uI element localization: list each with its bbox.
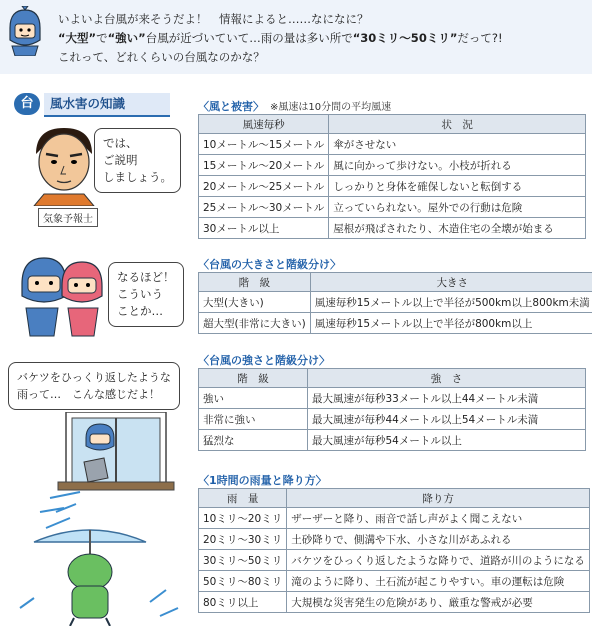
rainfall-heading: 〈1時間の雨量と降り方〉: [198, 474, 327, 487]
table-row: 強い 最大風速が毎秒33メートル以上44メートル未満: [199, 388, 586, 409]
table-header: 状 況: [329, 115, 586, 134]
table-row: 15メートル～20メートル 風に向かって歩けない。小枝が折れる: [199, 155, 586, 176]
table-header: 階 級: [199, 369, 308, 388]
section-title: 風水害の知識: [44, 93, 170, 115]
typhoon-size-table: [198, 272, 592, 334]
table-header: 降り方: [287, 489, 590, 508]
wind-damage-table: [198, 114, 586, 239]
table-header: 雨 量: [199, 489, 287, 508]
wind-damage-heading: 〈風と被害〉 ※風速は10分間の平均風速: [198, 100, 392, 113]
table-row: 30メートル以上 屋根が飛ばされたり、木造住宅の全壊が始まる: [199, 218, 586, 239]
table-row: 30ミリ～50ミリ バケツをひっくり返したような降りで、道路が川のようになる: [199, 550, 590, 571]
bucket-rain-bubble: バケツをひっくり返したような 雨って… こんな感じだよ！: [8, 362, 180, 410]
table-row: 20メートル～25メートル しっかりと身体を確保しないと転倒する: [199, 176, 586, 197]
table-header: 風速毎秒: [199, 115, 329, 134]
table-header: 大きさ: [310, 273, 592, 292]
understand-bubble: なるほど！ こういう ことか…: [108, 262, 184, 327]
table-header: 強 さ: [308, 369, 586, 388]
table-row: 50ミリ～80ミリ 滝のように降り、土石流が起こりやすい。車の運転は危険: [199, 571, 590, 592]
table-row: 80ミリ以上 大規模な災害発生の危険があり、厳重な警戒が必要: [199, 592, 590, 613]
ninja-mascot-icon: [4, 6, 46, 56]
table-header: 階 級: [199, 273, 311, 292]
table-row: 超大型(非常に大きい) 風速毎秒15メートル以上で半径が800km以上: [199, 313, 592, 334]
typhoon-size-heading: 〈台風の大きさと階級分け〉: [198, 258, 341, 271]
table-row: 非常に強い 最大風速が毎秒44メートル以上54メートル未満: [199, 409, 586, 430]
typhoon-strength-table: [198, 368, 586, 451]
table-row: 10メートル～15メートル 傘がさせない: [199, 134, 586, 155]
table-row: 25メートル～30メートル 立っていられない。屋外での行動は危険: [199, 197, 586, 218]
table-row: 猛烈な 最大風速が毎秒54メートル以上: [199, 430, 586, 451]
intro-line-3: これって、どれくらいの台風なのかな？: [58, 50, 265, 64]
intro-line-1: いよいよ台風が来そうだよ！ 情報によると……なになに？: [58, 12, 369, 26]
typhoon-strength-heading: 〈台風の強さと階級分け〉: [198, 354, 330, 367]
forecaster-label: 気象予報士: [38, 208, 98, 227]
table-row: 10ミリ～20ミリ ザーザーと降り、雨音で話し声がよく聞こえない: [199, 508, 590, 529]
table-row: 20ミリ～30ミリ 土砂降りで、側溝や下水、小さな川があふれる: [199, 529, 590, 550]
intro-header: [0, 0, 592, 74]
table-row: 大型(大きい) 風速毎秒15メートル以上で半径が500km以上800km未満: [199, 292, 592, 313]
explain-bubble: では、 ご説明 しましょう。: [94, 128, 181, 193]
ninja-kids-illustration: [18, 250, 108, 340]
bucket-rain-illustration: [10, 412, 188, 626]
rainfall-table: [198, 488, 590, 613]
intro-line-2: “大型”で“強い”台風が近づいていて…雨の量は多い所で“30ミリ～50ミリ”だって?!: [58, 31, 503, 45]
section-badge: 台: [14, 93, 40, 115]
